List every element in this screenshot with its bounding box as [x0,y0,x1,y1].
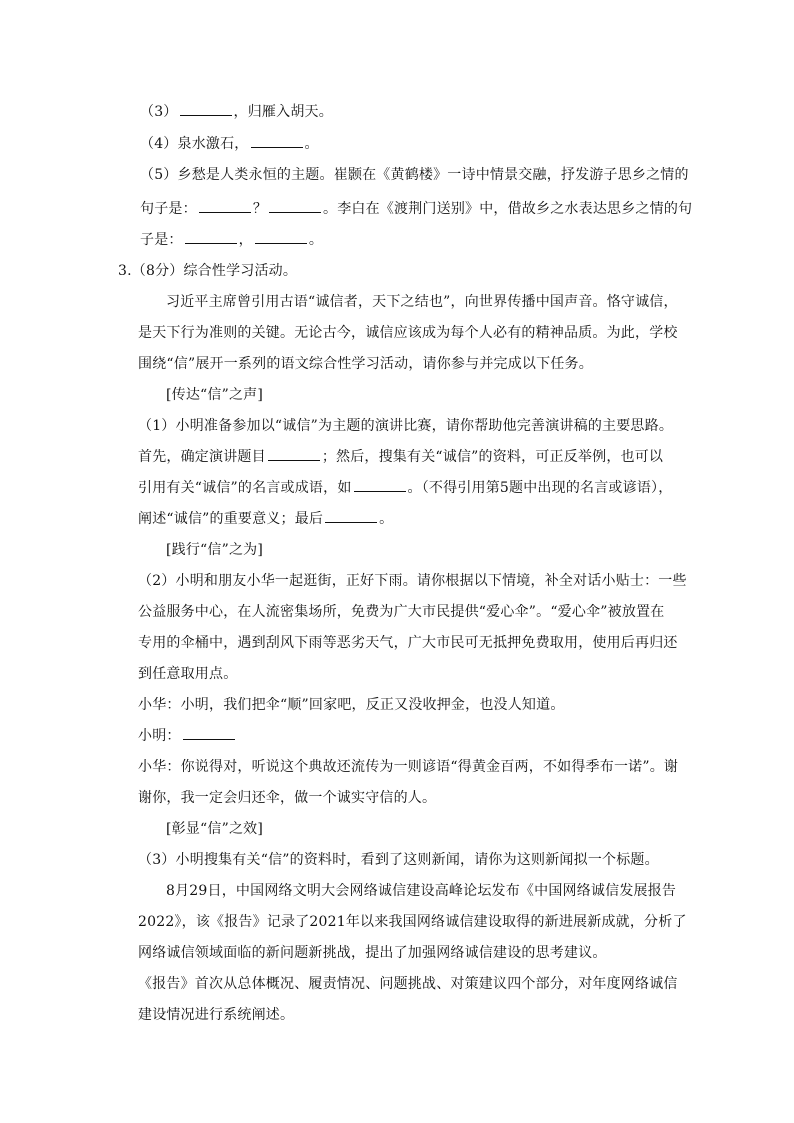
answer-blank[interactable] [180,103,232,116]
news-line: 《报告》首次从总体概况、履责情况、问题挑战、对策建议四个部分，对年度网络诚信 [138,976,678,992]
poem-q5-line1: （5）乡愁是人类永恒的主题。崔颢在《黄鹤楼》一诗中情景交融，抒发游子思乡之情的 [140,167,689,183]
task2-line: 公益服务中心，在人流密集场所，免费为广大市民提供“爱心伞”。“爱心伞”被放置在 [138,604,665,620]
answer-blank[interactable] [325,510,377,523]
task1-line: 引用有关“诚信”的名言或成语，如 。（不得引用第5题中出现的名言或谚语）， [138,480,673,496]
task2-line: 到任意取用点。 [138,666,238,682]
task2-line: （2）小明和朋友小华一起逛街，正好下雨。请你根据以下情境，补全对话小贴士：一些 [138,573,687,589]
dialogue-line: 谢你，我一定会归还伞，做一个诚实守信的人。 [138,790,437,806]
section-title: [彰显“信”之效] [166,821,264,837]
answer-blank[interactable] [199,200,251,213]
answer-blank[interactable] [268,448,320,461]
task2-line: 专用的伞桶中，遇到刮风下雨等恶劣天气，广大市民可无抵押免费取用，使用后再归还 [138,635,678,651]
news-line: 8月29日，中国网络文明大会网络诚信建设高峰论坛发布《中国网络诚信发展报告 [166,883,677,899]
poem-q3: （3） ，归雁入胡天。 [140,104,333,120]
dialogue-line: 小明： [138,727,237,745]
section-title: [践行“信”之为] [166,542,264,558]
task1-line: 首先，确定演讲题目 ；然后，搜集有关“诚信”的资料，可正反举例，也可以 [138,449,664,465]
news-line: 2022》，该《报告》记录了2021年以来我国网络诚信建设取得的新进展新成就，分析了 [138,914,687,930]
task1-line: 阐述“诚信”的重要意义；最后 。 [138,511,394,527]
news-line: 建设情况进行系统阐述。 [138,1007,295,1023]
intro-line: 习近平主席曾引用古语“诚信者，天下之结也”，向世界传播中国声音。恪守诚信， [166,294,678,310]
answer-blank[interactable] [183,727,235,740]
question-heading: 3.（8分）综合性学习活动。 [118,263,298,279]
section-title: [传达“信”之声] [166,387,264,403]
answer-blank[interactable] [354,479,406,492]
intro-line: 围绕“信”展开一系列的语文综合性学习活动，请你参与并完成以下任务。 [138,356,593,372]
task1-line: （1）小明准备参加以“诚信”为主题的演讲比赛，请你帮助他完善演讲稿的主要思路。 [138,418,674,434]
intro-line: 是天下行为准则的关键。无论古今，诚信应该成为每个人必有的精神品质。为此，学校 [138,325,678,341]
news-line: 网络诚信领域面临的新问题新挑战，提出了加强网络诚信建设的思考建议。 [138,945,607,961]
poem-q4: （4）泉水激石， 。 [140,136,319,152]
answer-blank[interactable] [185,231,237,244]
poem-q5-line3: 子是： ， 。 [140,232,324,248]
dialogue-line: 小华：你说得对，听说这个典故还流传为一则谚语“得黄金百两，不如得季布一诺”。谢 [138,759,679,775]
poem-q5-line2: 句子是： ？ 。李白在《渡荆门送别》中，借故乡之水表达思乡之情的句 [140,201,693,217]
dialogue-line: 小华：小明，我们把伞“顺”回家吧，反正又没收押金，也没人知道。 [138,697,565,713]
answer-blank[interactable] [269,200,321,213]
task3-line: （3）小明搜集有关“信”的资料时，看到了这则新闻，请你为这则新闻拟一个标题。 [138,852,659,868]
answer-blank[interactable] [251,135,303,148]
answer-blank[interactable] [255,231,307,244]
